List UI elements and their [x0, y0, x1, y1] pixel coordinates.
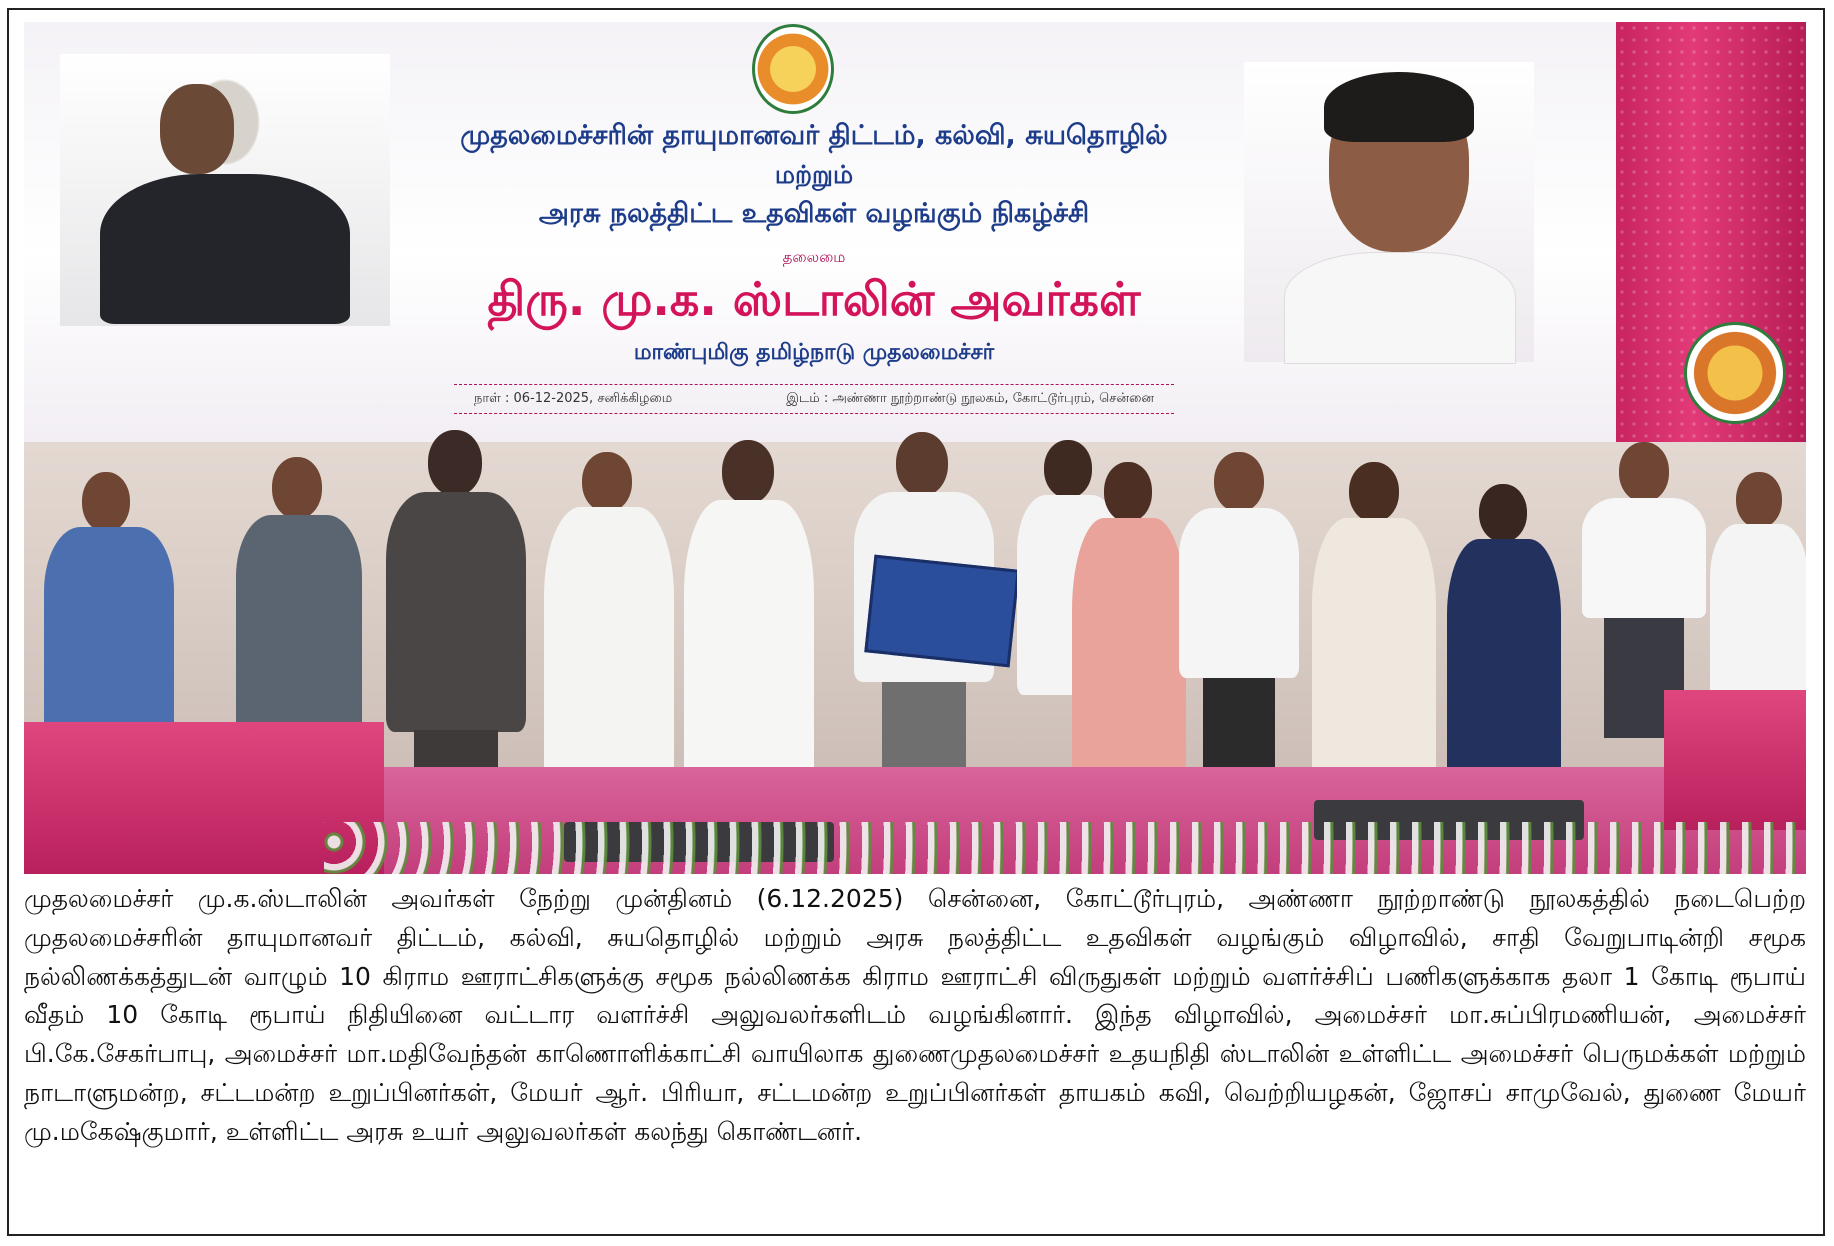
person-11 — [1439, 484, 1569, 814]
tamil-nadu-emblem-icon — [752, 24, 834, 114]
tamil-nadu-emblem-right-icon — [1684, 322, 1786, 424]
stage-flower-decoration — [324, 822, 1806, 874]
person-1 — [34, 472, 184, 762]
banner-chief-guest-role: மாண்புமிகு தமிழ்நாடு முதலமைச்சர் — [633, 340, 995, 365]
event-banner — [24, 22, 1806, 442]
ambedkar-portrait — [60, 54, 390, 326]
award-certificate-folder — [864, 555, 1019, 668]
banner-title-line-2: மற்றும் — [774, 160, 854, 189]
banner-venue: இடம் : அண்ணா நூற்றாண்டு நூலகம், கோட்டூர்புரம், சென்னை — [786, 391, 1154, 406]
banner-date: நாள் : 06-12-2025, சனிக்கிழமை — [474, 391, 673, 406]
stage-speaker-right — [1664, 690, 1806, 830]
person-13 — [1704, 472, 1806, 722]
event-photo — [24, 22, 1806, 874]
banner-title-line-3: அரசு நலத்திட்ட உதவிகள் வழங்கும் நிகழ்ச்சி — [538, 198, 1090, 229]
banner-chief-guest-name: திரு. மு.க. ஸ்டாலின் அவர்கள் — [487, 272, 1141, 326]
chief-minister-portrait — [1244, 62, 1534, 362]
banner-title-line-1: முதலமைச்சரின் தாயுமானவர் திட்டம், கல்வி, சுயதொழில் — [460, 120, 1168, 151]
banner-date-venue — [454, 384, 1174, 414]
banner-lead: தலைமை — [782, 248, 846, 266]
news-caption: முதலமைச்சர் மு.க.ஸ்டாலின் அவர்கள் நேற்று முன்தினம் (6.12.2025) சென்னை, கோட்டூர்புரம், அண்ணா நூற்றாண்டு நூலகத்தில் நடைபெற்ற முதலமைச்சரின் தாயுமானவர் திட்டம், கல்வி, சுயதொழில் மற்றும் அரசு நலத்திட்ட உதவிகள் வழங்கும் விழாவில், சாதி வேறுபாடின்றி சமூக நல்லிணக்கத்துடன் வாழும் 10 கிராம ஊராட்சிகளுக்கு சமூக நல்லிணக்க கிராம ஊராட்சி விருதுகள் மற்றும் வளர்ச்சிப் பணிகளுக்காக தலா 1 கோடி ரூபாய் வீதம் 10 கோடி ரூபாய் நிதியினை வட்டார வளர்ச்சி அலுவலர்களிடம் வழங்கினார். இந்த விழாவில், அமைச்சர் மா.சுப்பிரமணியன், அமைச்சர் பி.கே.சேகர்பாபு, அமைச்சர் மா.மதிவேந்தன் காணொளிக்காட்சி வாயிலாக துணைமுதலமைச்சர் உதயநிதி ஸ்டாலின் உள்ளிட்ட அமைச்சர் பெருமக்கள் மற்றும் நாடாளுமன்ற, சட்டமன்ற உறுப்பினர்கள், மேயர் ஆர். பிரியா, சட்டமன்ற உறுப்பினர்கள் தாயகம் கவி, வெற்றியழகன், ஜோசப் சாமுவேல், துணை மேயர் மு.மகேஷ்குமார், உள்ளிட்ட அரசு உயர் அலுவலர்கள் கலந்து கொண்டனர். — [24, 884, 1806, 1146]
